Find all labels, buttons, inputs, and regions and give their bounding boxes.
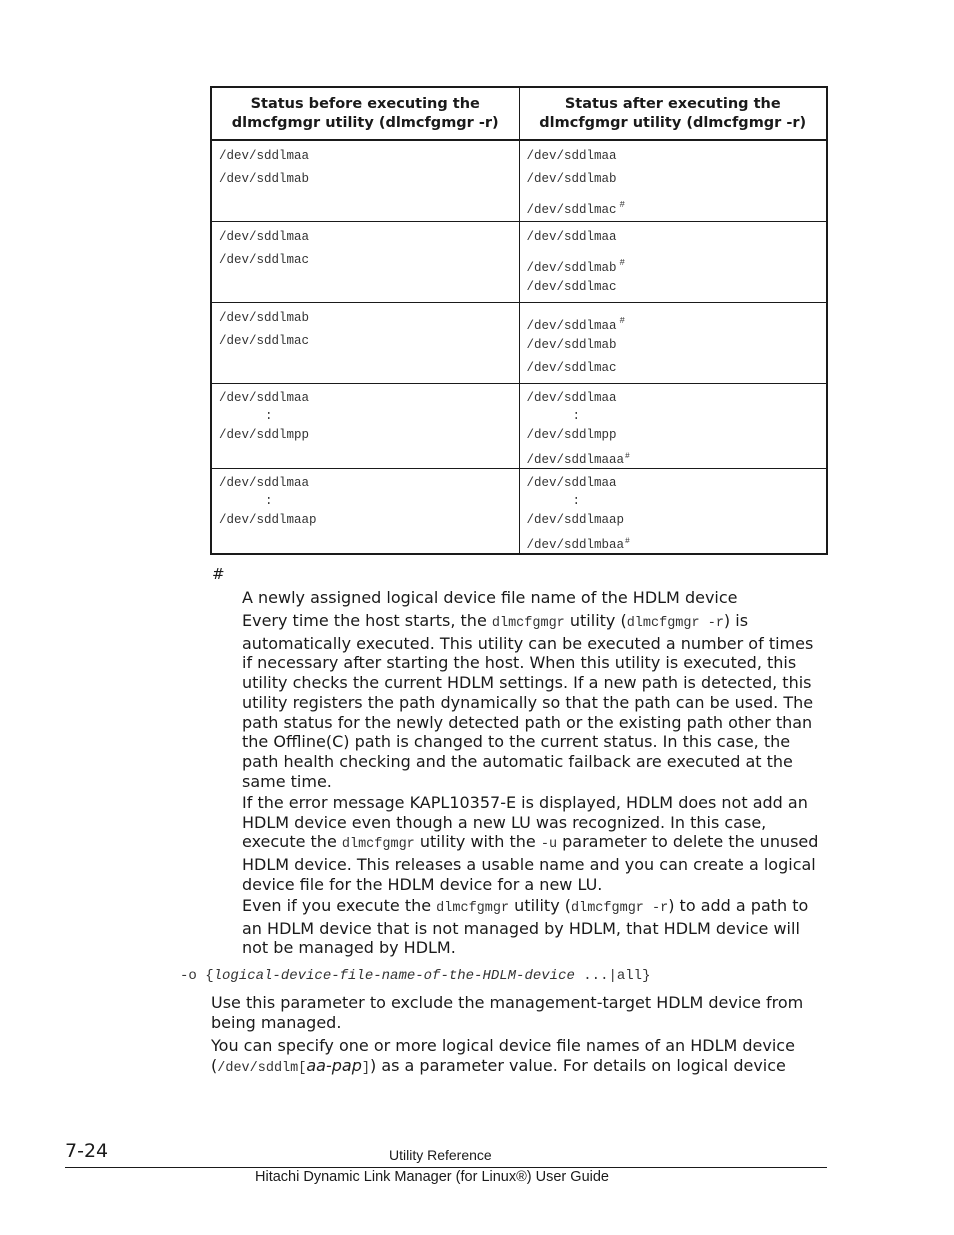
- cell-before: [211, 384, 519, 469]
- cell-after: [519, 222, 827, 303]
- inline-code: ]: [361, 1060, 370, 1076]
- inline-code: -u: [540, 837, 558, 853]
- cell-before: [211, 140, 519, 222]
- new-device-line: [527, 194, 827, 221]
- new-device-line: [527, 450, 827, 468]
- device-name: /dev/sddlmab: [526, 338, 617, 352]
- ellipsis-mark: :: [265, 494, 273, 508]
- device-name: /dev/sddlmab: [219, 311, 310, 325]
- cell-before: [211, 303, 519, 384]
- table-row: [211, 303, 827, 384]
- new-mark: #: [619, 200, 625, 210]
- device-name: /dev/sddlmaa: [219, 476, 310, 490]
- cell-after: [519, 140, 827, 222]
- device-name: /dev/sddlmac: [526, 280, 617, 294]
- new-mark: #: [625, 537, 630, 546]
- inline-code: dlmcfgmgr: [436, 901, 510, 916]
- header-before: Status before executing the dlmcfgmgr utility (dlmcfgmgr -r): [211, 87, 519, 140]
- inline-code: dlmcfgmgr -r: [626, 616, 724, 631]
- new-mark: #: [625, 452, 630, 461]
- option-description: Use this parameter to exclude the management-target HDLM device from being managed.: [211, 993, 804, 1032]
- new-mark: #: [619, 258, 625, 268]
- table-header-row: [211, 87, 827, 140]
- table-row: [211, 140, 827, 222]
- device-name: /dev/sddlmaa: [219, 230, 310, 244]
- header-after: Status after executing the dlmcfgmgr utility (dlmcfgmgr -r): [519, 87, 827, 140]
- ellipsis-mark: :: [572, 494, 581, 508]
- device-name: /dev/sddlmaa: [526, 319, 617, 333]
- device-name: /dev/sddlmaaa: [526, 453, 625, 467]
- footer-book-title: Hitachi Dynamic Link Manager (for Linux®) User Guide: [255, 1169, 609, 1185]
- footer-section: Utility Reference: [389, 1147, 492, 1163]
- device-name: /dev/sddlmac: [526, 203, 617, 217]
- option-details: You can specify one or more logical device file names of an HDLM device (/dev/sddlm[aa-pap]) as a parameter value. For details on logical device: [211, 1036, 795, 1076]
- option-argument: logical-device-file-name-of-the-HDLM-device: [213, 968, 575, 984]
- new-device-line: [527, 252, 827, 279]
- cell-before: [211, 222, 519, 303]
- cell-after: [519, 384, 827, 469]
- ellipsis-mark: :: [265, 409, 273, 423]
- inline-code: dlmcfgmgr: [341, 837, 415, 853]
- device-name: /dev/sddlmaa: [526, 476, 617, 490]
- device-name: /dev/sddlmab: [526, 172, 617, 186]
- inline-code: dlmcfgmgr -r: [571, 901, 669, 916]
- device-name: /dev/sddlmab: [526, 261, 617, 275]
- table-row: [211, 222, 827, 303]
- option-syntax: -o {logical-device-file-name-of-the-HDLM-device ...|all}: [180, 968, 651, 984]
- cell-after: [519, 469, 827, 555]
- device-name: /dev/sddlmaa: [219, 391, 310, 405]
- device-name: /dev/sddlmaap: [219, 513, 317, 527]
- device-name: /dev/sddlmab: [219, 172, 310, 186]
- device-name: /dev/sddlmac: [219, 334, 310, 348]
- status-table: [210, 86, 828, 555]
- device-name: /dev/sddlmaap: [526, 513, 625, 527]
- table-row: [211, 384, 827, 469]
- device-name: /dev/sddlmac: [526, 361, 617, 375]
- inline-italic: aa-pap: [306, 1055, 362, 1075]
- device-name: /dev/sddlmaa: [526, 391, 617, 405]
- device-name: /dev/sddlmac: [219, 253, 310, 267]
- note-definition: A newly assigned logical device file name of the HDLM device: [242, 588, 738, 607]
- device-name: /dev/sddlmbaa: [526, 538, 625, 552]
- new-device-line: [527, 535, 827, 553]
- new-device-line: [527, 310, 827, 337]
- note-paragraph-error: If the error message KAPL10357-E is displayed, HDLM does not add an HDLM device even though a new LU was recognized. In this case, execute the dlmcfgmgr utility with the -u parameter to delete the unused HDLM device. This releases a usable name and you can create a logical device file for the HDLM device for a new LU.: [242, 793, 819, 894]
- ellipsis-mark: :: [572, 409, 581, 423]
- page-number: 7-24: [65, 1140, 109, 1162]
- device-name: /dev/sddlmpp: [526, 428, 617, 442]
- device-name: /dev/sddlmaa: [526, 149, 617, 163]
- note-paragraph-auto-exec: Every time the host starts, the dlmcfgmgr utility (dlmcfgmgr -r) is automatically executed. This utility can be executed a number of times if necessary after starting the host. When this utility is executed, this utility checks the current HDLM settings. If a new path is detected, this utility registers the path dynamically so that the path can be used. The path status for the newly detected path or the existing path other than the Offline(C) path is changed to the current status. In this case, the path health checking and the automatic failback are executed at the same time.: [242, 611, 814, 791]
- cell-before: [211, 469, 519, 555]
- inline-code: /dev/sddlm[: [217, 1060, 307, 1076]
- device-name: /dev/sddlmaa: [526, 230, 617, 244]
- footer-divider: [65, 1167, 827, 1168]
- device-name: /dev/sddlmaa: [219, 149, 310, 163]
- table-row: [211, 469, 827, 555]
- note-hash-label: #: [212, 565, 225, 583]
- cell-after: [519, 303, 827, 384]
- note-paragraph-unmanaged: Even if you execute the dlmcfgmgr utility (dlmcfgmgr -r) to add a path to an HDLM device that is not managed by HDLM, that HDLM device will not be managed by HDLM.: [242, 896, 809, 958]
- inline-code: dlmcfgmgr: [491, 616, 565, 631]
- new-mark: #: [619, 316, 625, 326]
- device-name: /dev/sddlmpp: [219, 428, 310, 442]
